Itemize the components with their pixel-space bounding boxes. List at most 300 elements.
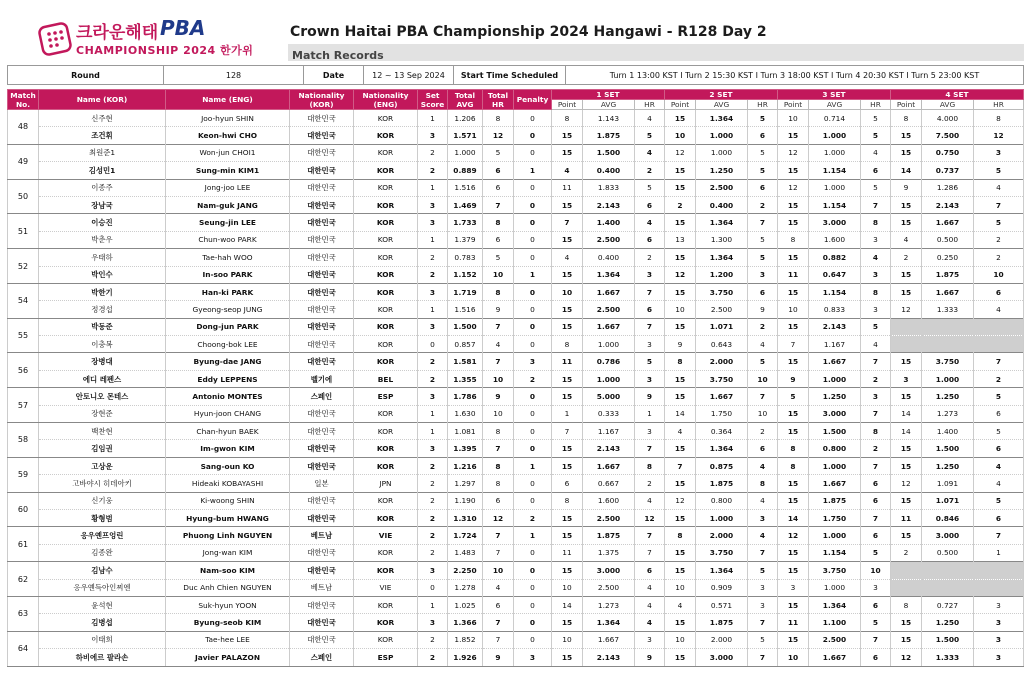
nationality-eng-cell: KOR bbox=[354, 266, 418, 283]
set-3-avg-cell: 1.500 bbox=[809, 423, 861, 440]
nationality-kor-cell: 대한민국 bbox=[290, 423, 354, 440]
total-hr-cell: 8 bbox=[483, 214, 514, 231]
set-3-point-cell: 15 bbox=[778, 196, 809, 213]
table-row bbox=[8, 544, 1024, 561]
set-4-hr-cell: 5 bbox=[974, 423, 1024, 440]
total-avg-cell: 1.297 bbox=[448, 475, 483, 492]
set-4-point-cell: 12 bbox=[891, 475, 922, 492]
set-1-point-cell: 15 bbox=[552, 144, 583, 161]
total-hr-cell: 5 bbox=[483, 144, 514, 161]
set-1-hr-cell: 7 bbox=[635, 527, 665, 544]
total-avg-cell: 1.278 bbox=[448, 579, 483, 596]
set-1-hr-cell: 3 bbox=[635, 266, 665, 283]
set-3-avg-cell: 0.714 bbox=[809, 110, 861, 127]
nationality-kor-cell: 대한민국 bbox=[290, 196, 354, 213]
set-3-hr-cell: 4 bbox=[861, 336, 891, 353]
set-1-avg-cell: 1.667 bbox=[583, 318, 635, 335]
set-2-hr-cell: 9 bbox=[748, 301, 778, 318]
total-hr-cell: 7 bbox=[483, 527, 514, 544]
nationality-eng-cell: KOR bbox=[354, 631, 418, 648]
set-1-hr-cell: 7 bbox=[635, 544, 665, 561]
set-3-avg-cell: 1.667 bbox=[809, 649, 861, 666]
set-4-avg-cell: 0.500 bbox=[922, 231, 974, 248]
penalty-cell: 0 bbox=[514, 388, 552, 405]
set-1-point-cell: 7 bbox=[552, 214, 583, 231]
total-hr-cell: 8 bbox=[483, 457, 514, 474]
set-4-avg-cell: 0.737 bbox=[922, 162, 974, 179]
set-3-hr-cell: 6 bbox=[861, 649, 891, 666]
set-score-cell: 2 bbox=[418, 266, 448, 283]
set-3-avg-cell: 1.000 bbox=[809, 457, 861, 474]
set-3-hr-cell: 7 bbox=[861, 509, 891, 526]
set-1-avg-cell: 1.364 bbox=[583, 266, 635, 283]
set-1-point-cell: 8 bbox=[552, 492, 583, 509]
table-row bbox=[8, 562, 1024, 579]
set-2-point-cell: 12 bbox=[665, 266, 696, 283]
set-4-point-cell: 15 bbox=[891, 492, 922, 509]
set-2-hr-cell: 4 bbox=[748, 527, 778, 544]
set-4-point-cell: 2 bbox=[891, 544, 922, 561]
set-3-point-cell: 15 bbox=[778, 353, 809, 370]
table-row bbox=[8, 301, 1024, 318]
set-3-avg-cell: 0.882 bbox=[809, 249, 861, 266]
match-number-cell: 64 bbox=[8, 631, 39, 666]
total-avg-cell: 1.310 bbox=[448, 509, 483, 526]
nationality-eng-cell: KOR bbox=[354, 231, 418, 248]
set-3-point-cell: 3 bbox=[778, 579, 809, 596]
set-2-avg-cell: 3.000 bbox=[696, 649, 748, 666]
set-2-point-cell: 13 bbox=[665, 231, 696, 248]
set-3-avg-cell: 1.750 bbox=[809, 509, 861, 526]
set-1-hr-cell: 6 bbox=[635, 196, 665, 213]
set-1-point-cell: 15 bbox=[552, 127, 583, 144]
table-row bbox=[8, 196, 1024, 213]
table-row bbox=[8, 405, 1024, 422]
set-3-point-cell: 8 bbox=[778, 457, 809, 474]
set-4-avg-cell: 1.500 bbox=[922, 631, 974, 648]
nationality-kor-cell: 대한민국 bbox=[290, 631, 354, 648]
penalty-cell: 0 bbox=[514, 283, 552, 300]
nationality-eng-cell: KOR bbox=[354, 196, 418, 213]
set-1-point-cell: 15 bbox=[552, 301, 583, 318]
total-avg-cell: 0.889 bbox=[448, 162, 483, 179]
set-score-cell: 3 bbox=[418, 614, 448, 631]
set-4-avg-cell: 0.500 bbox=[922, 544, 974, 561]
set-2-hr-cell: 6 bbox=[748, 283, 778, 300]
col-match-no: Match No. bbox=[8, 90, 39, 110]
set-score-cell: 1 bbox=[418, 405, 448, 422]
name-kor-cell: 김남수 bbox=[39, 562, 166, 579]
set-2-point-cell: 15 bbox=[665, 440, 696, 457]
set-2-avg-cell: 0.643 bbox=[696, 336, 748, 353]
set-2-avg-cell: 1.364 bbox=[696, 249, 748, 266]
set-3-hr-cell: 2 bbox=[861, 370, 891, 387]
set-2-avg-cell: 1.750 bbox=[696, 405, 748, 422]
name-kor-cell: 윤석현 bbox=[39, 596, 166, 613]
empty-set-cell bbox=[891, 336, 1024, 353]
set-4-point-cell: 8 bbox=[891, 596, 922, 613]
nationality-kor-cell: 대한민국 bbox=[290, 179, 354, 196]
set-4-avg-cell: 1.250 bbox=[922, 457, 974, 474]
set-score-cell: 2 bbox=[418, 492, 448, 509]
set-3-avg-cell: 1.167 bbox=[809, 336, 861, 353]
set-2-hr-cell: 10 bbox=[748, 370, 778, 387]
set-3-avg-cell: 1.000 bbox=[809, 370, 861, 387]
set-3-point-cell: 5 bbox=[778, 388, 809, 405]
name-eng-cell: Nam-guk JANG bbox=[166, 196, 290, 213]
set-1-hr-cell: 7 bbox=[635, 440, 665, 457]
set-1-hr-cell: 6 bbox=[635, 562, 665, 579]
name-kor-cell: 고상운 bbox=[39, 457, 166, 474]
set-4-avg-cell: 0.250 bbox=[922, 249, 974, 266]
name-kor-cell: 신기웅 bbox=[39, 492, 166, 509]
name-kor-cell: 신주현 bbox=[39, 110, 166, 127]
set-3-avg-cell: 0.833 bbox=[809, 301, 861, 318]
penalty-cell: 0 bbox=[514, 405, 552, 422]
set-score-cell: 2 bbox=[418, 353, 448, 370]
set-1-avg-cell: 0.400 bbox=[583, 249, 635, 266]
round-value: 128 bbox=[164, 66, 304, 84]
set-4-avg-cell: 0.727 bbox=[922, 596, 974, 613]
match-records-table bbox=[7, 89, 1024, 667]
set-2-point-cell: 15 bbox=[665, 649, 696, 666]
set-1-avg-cell: 1.600 bbox=[583, 492, 635, 509]
set-1-hr-cell: 5 bbox=[635, 179, 665, 196]
set-2-hr-cell: 2 bbox=[748, 196, 778, 213]
match-number-cell: 51 bbox=[8, 214, 39, 249]
penalty-cell: 0 bbox=[514, 301, 552, 318]
set-1-point-cell: 15 bbox=[552, 370, 583, 387]
set-2-point-cell: 15 bbox=[665, 110, 696, 127]
name-kor-cell: 응우옌프엉린 bbox=[39, 527, 166, 544]
set-3-avg-cell: 2.143 bbox=[809, 318, 861, 335]
set-3-point-cell: 11 bbox=[778, 266, 809, 283]
nationality-eng-cell: KOR bbox=[354, 457, 418, 474]
total-avg-cell: 1.516 bbox=[448, 179, 483, 196]
set-1-avg-cell: 1.375 bbox=[583, 544, 635, 561]
set-3-point-cell: 8 bbox=[778, 440, 809, 457]
nationality-eng-cell: KOR bbox=[354, 353, 418, 370]
nationality-kor-cell: 대한민국 bbox=[290, 301, 354, 318]
set-2-point-cell: 4 bbox=[665, 596, 696, 613]
set-1-hr-cell: 4 bbox=[635, 579, 665, 596]
set-3-point-cell: 15 bbox=[778, 405, 809, 422]
penalty-cell: 2 bbox=[514, 370, 552, 387]
total-hr-cell: 7 bbox=[483, 353, 514, 370]
total-avg-cell: 1.081 bbox=[448, 423, 483, 440]
nationality-kor-cell: 일본 bbox=[290, 475, 354, 492]
nationality-kor-cell: 대한민국 bbox=[290, 266, 354, 283]
set-2-avg-cell: 3.750 bbox=[696, 370, 748, 387]
set-2-point-cell: 15 bbox=[665, 179, 696, 196]
set-3-avg-cell: 3.000 bbox=[809, 214, 861, 231]
set-2-point-cell: 15 bbox=[665, 544, 696, 561]
set-1-point-cell: 15 bbox=[552, 196, 583, 213]
set-2-point-cell: 15 bbox=[665, 370, 696, 387]
set-3-hr-cell: 6 bbox=[861, 596, 891, 613]
total-hr-cell: 10 bbox=[483, 266, 514, 283]
set-2-point-cell: 2 bbox=[665, 196, 696, 213]
total-avg-cell: 1.355 bbox=[448, 370, 483, 387]
set-score-cell: 2 bbox=[418, 249, 448, 266]
match-number-cell: 63 bbox=[8, 596, 39, 631]
dice-logo-icon bbox=[38, 22, 74, 58]
penalty-cell: 0 bbox=[514, 423, 552, 440]
nationality-eng-cell: KOR bbox=[354, 544, 418, 561]
name-eng-cell: Keon-hwi CHO bbox=[166, 127, 290, 144]
match-number-cell: 62 bbox=[8, 562, 39, 597]
set-3-hr-cell: 4 bbox=[861, 144, 891, 161]
nationality-eng-cell: KOR bbox=[354, 562, 418, 579]
set-1-avg-cell: 2.143 bbox=[583, 440, 635, 457]
col-nationality-eng: Nationality (ENG) bbox=[354, 90, 418, 110]
set-score-cell: 2 bbox=[418, 649, 448, 666]
name-kor-cell: 박한기 bbox=[39, 283, 166, 300]
set-3-point-cell: 15 bbox=[778, 492, 809, 509]
nationality-eng-cell: KOR bbox=[354, 179, 418, 196]
set-1-hr-cell: 3 bbox=[635, 423, 665, 440]
set-2-hr-cell: 7 bbox=[748, 649, 778, 666]
total-avg-cell: 1.571 bbox=[448, 127, 483, 144]
name-eng-cell: In-soo PARK bbox=[166, 266, 290, 283]
name-kor-cell: 김성민1 bbox=[39, 162, 166, 179]
set-4-avg-cell: 1.286 bbox=[922, 179, 974, 196]
set-4-point-cell: 15 bbox=[891, 266, 922, 283]
set-3-point-cell: 15 bbox=[778, 214, 809, 231]
nationality-kor-cell: 대한민국 bbox=[290, 544, 354, 561]
set-1-point-cell: 15 bbox=[552, 527, 583, 544]
nationality-eng-cell: ESP bbox=[354, 649, 418, 666]
name-kor-cell: 박인수 bbox=[39, 266, 166, 283]
nationality-eng-cell: VIE bbox=[354, 527, 418, 544]
table-row bbox=[8, 596, 1024, 613]
set-score-cell: 3 bbox=[418, 127, 448, 144]
set-1-avg-cell: 1.400 bbox=[583, 214, 635, 231]
nationality-eng-cell: KOR bbox=[354, 614, 418, 631]
set-2-hr-cell: 10 bbox=[748, 405, 778, 422]
set-1-hr-cell: 3 bbox=[635, 631, 665, 648]
total-avg-cell: 1.786 bbox=[448, 388, 483, 405]
name-kor-cell: 정경섭 bbox=[39, 301, 166, 318]
set-4-avg-cell: 1.250 bbox=[922, 388, 974, 405]
name-eng-cell: Phuong Linh NGUYEN bbox=[166, 527, 290, 544]
col-set-3: 3 SET bbox=[778, 90, 891, 100]
set-4-avg-cell: 1.250 bbox=[922, 614, 974, 631]
set-1-avg-cell: 0.786 bbox=[583, 353, 635, 370]
nationality-kor-cell: 대한민국 bbox=[290, 283, 354, 300]
total-hr-cell: 8 bbox=[483, 475, 514, 492]
name-kor-cell: 에디 레펜스 bbox=[39, 370, 166, 387]
name-kor-cell: 이종주 bbox=[39, 179, 166, 196]
set-4-hr-cell: 4 bbox=[974, 457, 1024, 474]
col-set-3-avg: AVG bbox=[809, 100, 861, 110]
set-2-hr-cell: 3 bbox=[748, 509, 778, 526]
set-1-point-cell: 15 bbox=[552, 562, 583, 579]
set-1-point-cell: 15 bbox=[552, 509, 583, 526]
set-score-cell: 3 bbox=[418, 214, 448, 231]
col-set-2-avg: AVG bbox=[696, 100, 748, 110]
name-eng-cell: Antonio MONTES bbox=[166, 388, 290, 405]
nationality-eng-cell: KOR bbox=[354, 110, 418, 127]
nationality-eng-cell: BEL bbox=[354, 370, 418, 387]
set-3-point-cell: 15 bbox=[778, 127, 809, 144]
set-2-hr-cell: 7 bbox=[748, 544, 778, 561]
set-4-avg-cell: 3.750 bbox=[922, 353, 974, 370]
set-3-point-cell: 10 bbox=[778, 649, 809, 666]
set-2-hr-cell: 6 bbox=[748, 440, 778, 457]
set-2-point-cell: 15 bbox=[665, 562, 696, 579]
set-1-avg-cell: 0.333 bbox=[583, 405, 635, 422]
set-score-cell: 3 bbox=[418, 196, 448, 213]
name-eng-cell: Jong-joo LEE bbox=[166, 179, 290, 196]
table-row bbox=[8, 162, 1024, 179]
match-number-cell: 60 bbox=[8, 492, 39, 527]
set-4-point-cell: 15 bbox=[891, 196, 922, 213]
set-1-avg-cell: 2.500 bbox=[583, 579, 635, 596]
total-hr-cell: 10 bbox=[483, 405, 514, 422]
total-hr-cell: 8 bbox=[483, 283, 514, 300]
set-3-point-cell: 15 bbox=[778, 562, 809, 579]
set-1-avg-cell: 1.000 bbox=[583, 370, 635, 387]
set-3-avg-cell: 1.000 bbox=[809, 527, 861, 544]
match-number-cell: 56 bbox=[8, 353, 39, 388]
total-avg-cell: 1.025 bbox=[448, 596, 483, 613]
set-1-point-cell: 8 bbox=[552, 336, 583, 353]
total-avg-cell: 1.630 bbox=[448, 405, 483, 422]
set-1-hr-cell: 9 bbox=[635, 388, 665, 405]
total-hr-cell: 7 bbox=[483, 196, 514, 213]
name-eng-cell: Won-jun CHOI1 bbox=[166, 144, 290, 161]
penalty-cell: 0 bbox=[514, 127, 552, 144]
set-2-avg-cell: 1.000 bbox=[696, 509, 748, 526]
set-2-hr-cell: 6 bbox=[748, 179, 778, 196]
set-1-avg-cell: 1.364 bbox=[583, 614, 635, 631]
set-2-avg-cell: 0.364 bbox=[696, 423, 748, 440]
set-3-point-cell: 12 bbox=[778, 179, 809, 196]
table-row bbox=[8, 527, 1024, 544]
set-4-hr-cell: 2 bbox=[974, 231, 1024, 248]
set-3-hr-cell: 8 bbox=[861, 214, 891, 231]
set-3-hr-cell: 7 bbox=[861, 631, 891, 648]
table-row bbox=[8, 249, 1024, 266]
total-hr-cell: 12 bbox=[483, 509, 514, 526]
col-set-2-hr: HR bbox=[748, 100, 778, 110]
set-4-avg-cell: 1.667 bbox=[922, 214, 974, 231]
penalty-cell: 1 bbox=[514, 162, 552, 179]
set-1-avg-cell: 3.000 bbox=[583, 562, 635, 579]
set-4-hr-cell: 7 bbox=[974, 196, 1024, 213]
nationality-kor-cell: 대한민국 bbox=[290, 162, 354, 179]
set-4-avg-cell: 2.143 bbox=[922, 196, 974, 213]
table-row bbox=[8, 370, 1024, 387]
set-4-point-cell: 15 bbox=[891, 127, 922, 144]
set-3-avg-cell: 0.800 bbox=[809, 440, 861, 457]
penalty-cell: 0 bbox=[514, 214, 552, 231]
set-3-hr-cell: 6 bbox=[861, 162, 891, 179]
set-1-point-cell: 15 bbox=[552, 318, 583, 335]
set-4-hr-cell: 6 bbox=[974, 509, 1024, 526]
set-2-avg-cell: 2.500 bbox=[696, 179, 748, 196]
set-4-hr-cell: 1 bbox=[974, 544, 1024, 561]
set-score-cell: 2 bbox=[418, 475, 448, 492]
set-2-avg-cell: 2.000 bbox=[696, 527, 748, 544]
total-hr-cell: 6 bbox=[483, 231, 514, 248]
table-row bbox=[8, 318, 1024, 335]
set-3-hr-cell: 3 bbox=[861, 388, 891, 405]
set-score-cell: 1 bbox=[418, 301, 448, 318]
set-3-point-cell: 15 bbox=[778, 423, 809, 440]
penalty-cell: 0 bbox=[514, 231, 552, 248]
set-4-avg-cell: 1.333 bbox=[922, 649, 974, 666]
set-3-avg-cell: 1.364 bbox=[809, 596, 861, 613]
set-4-avg-cell: 0.846 bbox=[922, 509, 974, 526]
set-3-point-cell: 10 bbox=[778, 301, 809, 318]
set-3-avg-cell: 0.647 bbox=[809, 266, 861, 283]
set-score-cell: 3 bbox=[418, 562, 448, 579]
nationality-kor-cell: 대한민국 bbox=[290, 492, 354, 509]
set-4-avg-cell: 1.875 bbox=[922, 266, 974, 283]
set-2-point-cell: 8 bbox=[665, 353, 696, 370]
nationality-kor-cell: 대한민국 bbox=[290, 596, 354, 613]
nationality-eng-cell: KOR bbox=[354, 127, 418, 144]
set-2-avg-cell: 3.750 bbox=[696, 544, 748, 561]
set-4-avg-cell: 0.750 bbox=[922, 144, 974, 161]
set-4-hr-cell: 4 bbox=[974, 301, 1024, 318]
set-1-hr-cell: 3 bbox=[635, 370, 665, 387]
nationality-kor-cell: 대한민국 bbox=[290, 440, 354, 457]
table-row bbox=[8, 110, 1024, 127]
penalty-cell: 0 bbox=[514, 110, 552, 127]
total-hr-cell: 7 bbox=[483, 544, 514, 561]
set-4-point-cell: 14 bbox=[891, 405, 922, 422]
set-3-point-cell: 15 bbox=[778, 318, 809, 335]
total-hr-cell: 7 bbox=[483, 631, 514, 648]
set-3-avg-cell: 1.154 bbox=[809, 283, 861, 300]
set-score-cell: 2 bbox=[418, 544, 448, 561]
set-2-avg-cell: 1.000 bbox=[696, 127, 748, 144]
set-1-hr-cell: 7 bbox=[635, 283, 665, 300]
set-1-hr-cell: 3 bbox=[635, 336, 665, 353]
set-1-hr-cell: 9 bbox=[635, 649, 665, 666]
set-3-point-cell: 12 bbox=[778, 144, 809, 161]
name-kor-cell: 이태희 bbox=[39, 631, 166, 648]
set-4-hr-cell: 4 bbox=[974, 475, 1024, 492]
total-avg-cell: 1.000 bbox=[448, 144, 483, 161]
nationality-eng-cell: KOR bbox=[354, 405, 418, 422]
set-1-avg-cell: 1.667 bbox=[583, 283, 635, 300]
total-avg-cell: 1.581 bbox=[448, 353, 483, 370]
col-set-score: Set Score bbox=[418, 90, 448, 110]
set-2-point-cell: 10 bbox=[665, 631, 696, 648]
name-kor-cell: 백찬현 bbox=[39, 423, 166, 440]
set-4-point-cell: 4 bbox=[891, 231, 922, 248]
name-eng-cell: Byung-seob KIM bbox=[166, 614, 290, 631]
set-2-avg-cell: 1.250 bbox=[696, 162, 748, 179]
nationality-kor-cell: 대한민국 bbox=[290, 110, 354, 127]
penalty-cell: 0 bbox=[514, 179, 552, 196]
set-1-point-cell: 14 bbox=[552, 596, 583, 613]
table-row bbox=[8, 179, 1024, 196]
total-avg-cell: 0.857 bbox=[448, 336, 483, 353]
set-1-hr-cell: 12 bbox=[635, 509, 665, 526]
total-avg-cell: 1.852 bbox=[448, 631, 483, 648]
set-2-avg-cell: 0.909 bbox=[696, 579, 748, 596]
set-3-avg-cell: 1.000 bbox=[809, 179, 861, 196]
set-4-hr-cell: 5 bbox=[974, 214, 1024, 231]
page-header bbox=[0, 0, 1036, 62]
total-avg-cell: 1.379 bbox=[448, 231, 483, 248]
match-number-cell: 61 bbox=[8, 527, 39, 562]
